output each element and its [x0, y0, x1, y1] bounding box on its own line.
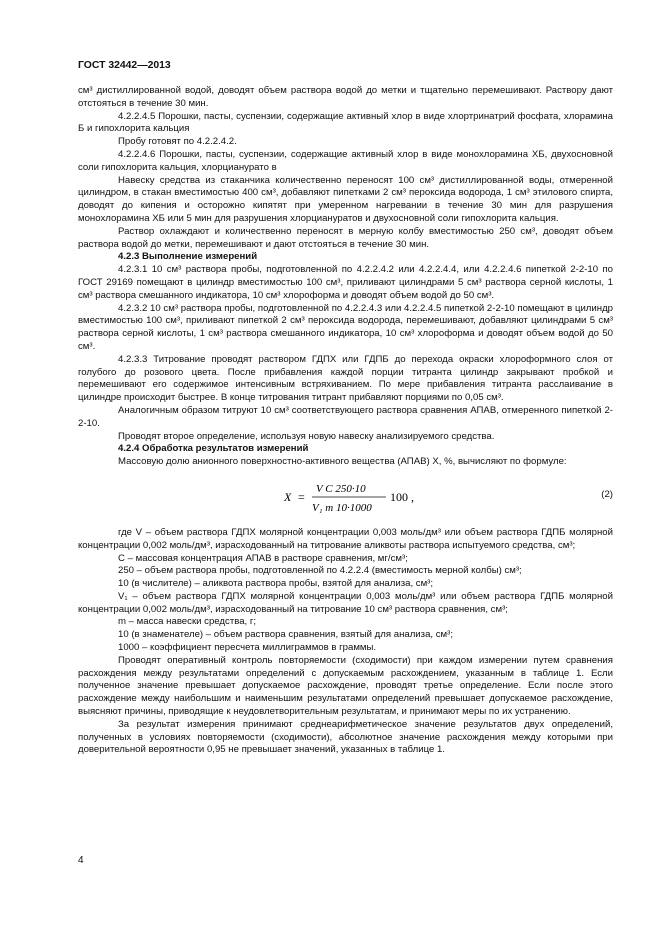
definition: 1000 – коэффициент пересчета миллиграммов в граммы. [118, 642, 377, 654]
definition: V₁ – объем раствора ГДПХ молярной концентрации 0,003 моль/дм³ или объем раствора ГДПБ молярной концентрации 0,002 моль/дм³, израсходованный на титрование 10 см³ раствора сравнения, см³; [78, 590, 613, 615]
formula-numerator: V C 250·10 [316, 482, 366, 495]
definition: 250 – объем раствора пробы, подготовленной по 4.2.2.4 (вместимость мерной колбы) см³; [118, 565, 522, 577]
paragraph: Навеску средства из стаканчика количественно переносят 100 см³ дистиллированной воды, отмеренной цилиндром, в стакан вместимостью 400 см³, добавляют пипетками 2 см³ пероксида водорода, 1 см³ этилового спирта, доводят до кипения и осторожно кипятят при умеренном нагревании в течение 30 мин для разрушения монохлорамина ХБ или 5 мин для разрушения хлорциануратов и двухосновной соли гипохлорита кальция. [78, 174, 613, 224]
paragraph: 4.2.3.1 10 см³ раствора пробы, подготовленной по 4.2.2.4.2 или 4.2.2.4.4, или 4.2.2.4.6 пипеткой 2-2-10 по ГОСТ 29169 помещают в цилиндр вместимостью 100 см³, приливают цилиндрами 5 см³ раствора серной кислоты, 1 см³ раствора смешанного индикатора, 10 см³ хлороформа и доводят объем водой до 50 см³. [78, 264, 613, 301]
paragraph: 4.2.3.3 Титрование проводят раствором ГДПХ или ГДПБ до перехода окраски хлороформного слоя от голубого до розового цвета. После прибавления каждой порции титранта цилиндр закрывают пробкой и перемешивают его содержимое интенсивным встряхиванием. По мере прибавления титранта расслаивание в цилиндре происходит быстрее. В конце титрования титрант прибавляют порциями по 0,05 см³. [78, 353, 613, 404]
definition: m – масса навески средства, г; [118, 616, 257, 628]
document-header: ГОСТ 32442—2013 [78, 60, 171, 71]
paragraph: 4.2.2.4.5 Порошки, пасты, суспензии, содержащие активный хлор в виде хлортринатрий фосфата, хлорамина Б и гипохлорита кальция [78, 110, 613, 135]
document-body [78, 85, 613, 757]
paragraph: Проводят оперативный контроль повторяемости (сходимости) при каждом измерении путем сравнения расхождения между результатами определений с допускаемым расхождением, указанным в таблице 1. Если полученное значение превышает допускаемое расхождение, проводят третье определение. Если после этого расхождение между наибольшим и наименьшим результатами определений превышает допускаемое расхождение, выясняют причины, приводящие к неудовлетворительным результатам, и принимают меры по их устранению. [78, 654, 613, 718]
definition: 10 (в знаменателе) – объем раствора сравнения, взятый для анализа, см³; [118, 629, 453, 641]
formula-denominator: V₁ m 10·1000 [312, 501, 372, 514]
section-heading: 4.2.3 Выполнение измерений [118, 251, 258, 263]
paragraph: Проводят второе определение, используя новую навеску анализируемого средства. [118, 430, 495, 442]
formula-equals: = [298, 489, 305, 504]
formula-factor: 100 , [390, 489, 414, 504]
paragraph: Аналогичным образом титруют 10 см³ соответствующего раствора сравнения АПАВ, отмеренного пипеткой 2-2-10. [78, 404, 613, 429]
page-number: 4 [78, 855, 84, 866]
paragraph: Пробу готовят по 4.2.2.4.2. [118, 136, 237, 148]
formula-lhs: X [284, 489, 292, 504]
paragraph: 4.2.3.2 10 см³ раствора пробы, подготовленной по 4.2.2.4.3 или 4.2.2.4.5 пипеткой 2-2-10 помещают в цилиндр вместимостью 100 см³, приливают пипеткой 2 см³ пероксида водорода, перемешивают, добавляют цилиндрами 5 см³ раствора серной кислоты, 1 см³ раствора смешанного индикатора, 10 см³ хлороформа и доводят объем водой до 50 см³. [78, 302, 613, 352]
definition: 10 (в числителе) – аликвота раствора пробы, взятой для анализа, см³; [118, 578, 434, 590]
definition: C – массовая концентрация АПАВ в растворе сравнения, мг/см³; [118, 552, 408, 564]
formula [78, 475, 613, 519]
paragraph: Раствор охлаждают и количественно переносят в мерную колбу вместимостью 250 см³, доводят объем раствора водой до метки, перемешивают и дают отстояться в течение 30 мин. [78, 225, 613, 250]
section-heading: 4.2.4 Обработка результатов измерений [118, 443, 309, 455]
formula-number: (2) [601, 488, 613, 500]
paragraph: 4.2.2.4.6 Порошки, пасты, суспензии, содержащие активный хлор в виде монохлорамина ХБ, двухосновной соли гипохлорита кальция, хлорцианурато в [78, 148, 613, 173]
paragraph: Массовую долю анионного поверхностно-активного вещества (АПАВ) X, %, вычисляют по формуле: [118, 456, 567, 468]
paragraph: За результат измерения принимают среднеарифметическое значение результатов двух определений, полученных в условиях повторяемости (сходимости), абсолютное значение расхождения между которыми при доверительной вероятности 0,95 не превышает значений, указанных в таблице 1. [78, 718, 613, 756]
definition: где V – объем раствора ГДПХ молярной концентрации 0,003 моль/дм³ или объем раствора ГДПБ молярной концентрации 0,002 моль/дм³, израсходованный на титрование аликвоты раствора испытуемого средства, см³; [78, 526, 613, 551]
formula-graphic [278, 475, 498, 519]
paragraph: см³ дистиллированной водой, доводят объем раствора водой до метки и тщательно перемешивают. Раствору дают отстояться в течение 30 мин. [78, 85, 613, 109]
